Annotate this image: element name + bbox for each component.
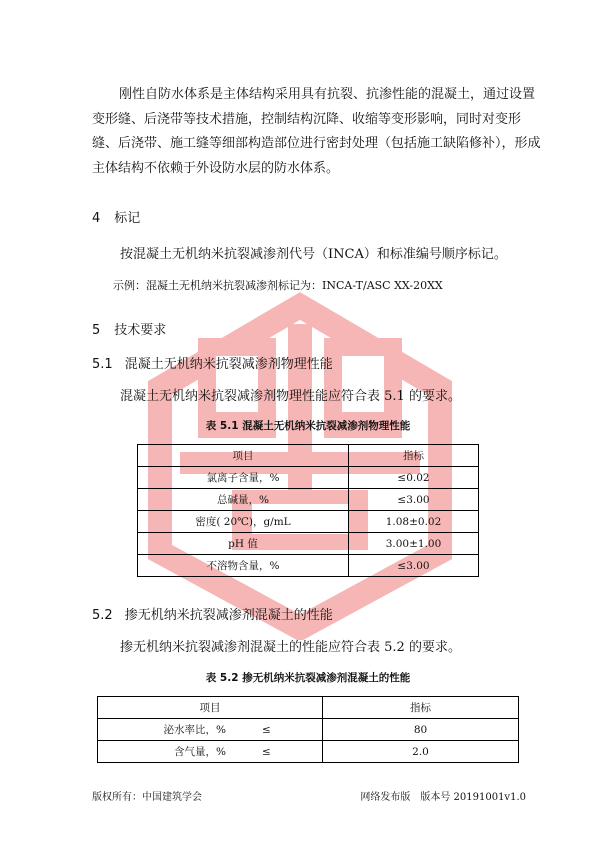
table-header-value: 指标 (323, 697, 519, 719)
table-cell-item: pH 值 (138, 533, 349, 555)
section-number: 5.2 (92, 608, 113, 623)
table-row (98, 741, 519, 763)
table-header-value: 指标 (349, 445, 479, 467)
table-row (138, 533, 479, 555)
table-cell-item (98, 719, 323, 741)
section-5-2-heading (92, 604, 333, 623)
table-header-item: 项目 (98, 697, 323, 719)
table-cell-item: 总碱量，% (138, 489, 349, 511)
cell-label: 含气量，% (174, 746, 226, 758)
table-row (98, 719, 519, 741)
table-cell-value: ≤3.00 (349, 555, 479, 577)
cell-label: 泌水率比，% (163, 724, 226, 736)
section-4-body: 按混凝土无机纳米抗裂减渗剂代号（INCA）和标准编号顺序标记。 (120, 247, 507, 262)
section-5-2-body: 掺无机纳米抗裂减渗剂混凝土的性能应符合表 5.2 的要求。 (120, 640, 461, 655)
table-5-1-caption: 表 5.1 混凝土无机纳米抗裂减渗剂物理性能 (205, 420, 411, 432)
table-cell-value: ≤0.02 (349, 467, 479, 489)
cell-operator: ≤ (262, 724, 271, 736)
section-title: 混凝土无机纳米抗裂减渗剂物理性能 (124, 357, 333, 372)
section-4-heading (92, 207, 140, 226)
table-cell-value: 3.00±1.00 (349, 533, 479, 555)
table-5-2-caption: 表 5.2 掺无机纳米抗裂减渗剂混凝土的性能 (205, 672, 411, 684)
section-5-heading (92, 319, 166, 338)
table-header-row (138, 445, 479, 467)
table-cell-value: 1.08±0.02 (349, 511, 479, 533)
section-number: 5 (92, 323, 101, 338)
footer-copyright: 版权所有：中国建筑学会 (92, 792, 202, 803)
table-row (138, 467, 479, 489)
table-cell-item: 氯离子含量，% (138, 467, 349, 489)
table-5-2 (97, 696, 519, 763)
section-number: 5.1 (92, 357, 113, 372)
section-number: 4 (92, 211, 101, 226)
cell-operator: ≤ (262, 746, 271, 758)
table-header-row (98, 697, 519, 719)
table-cell-item: 不溶物含量，% (138, 555, 349, 577)
section-4-example: 示例：混凝土无机纳米抗裂减渗剂标记为：INCA-T/ASC XX-20XX (113, 279, 443, 292)
table-row (138, 511, 479, 533)
table-cell-item: 密度( 20℃)，g/mL (138, 511, 349, 533)
table-cell-value: 2.0 (323, 741, 519, 763)
intro-paragraph: 刚性自防水体系是主体结构采用具有抗裂、抗渗性能的混凝土，通过设置变形缝、后浇带等技术措施，控制结构沉降、收缩等变形影响，同时对变形缝、后浇带、施工缝等细部构造部位进行密封处理（包括施工缺陷修补），形成主体结构不依赖于外设防水层的防水体系。 (92, 87, 541, 176)
table-row (138, 555, 479, 577)
table-header-item: 项目 (138, 445, 349, 467)
section-title: 掺无机纳米抗裂减渗剂混凝土的性能 (124, 608, 333, 623)
table-row (138, 489, 479, 511)
section-5-1-body: 混凝土无机纳米抗裂减渗剂物理性能应符合表 5.1 的要求。 (120, 389, 461, 404)
footer-version: 网络发布版 版本号 20191001v1.0 (360, 792, 526, 803)
table-cell-item (98, 741, 323, 763)
table-cell-value: 80 (323, 719, 519, 741)
section-title: 技术要求 (114, 323, 167, 338)
section-5-1-heading (92, 353, 333, 372)
section-title: 标记 (114, 211, 141, 226)
table-cell-value: ≤3.00 (349, 489, 479, 511)
table-5-1 (137, 444, 479, 577)
